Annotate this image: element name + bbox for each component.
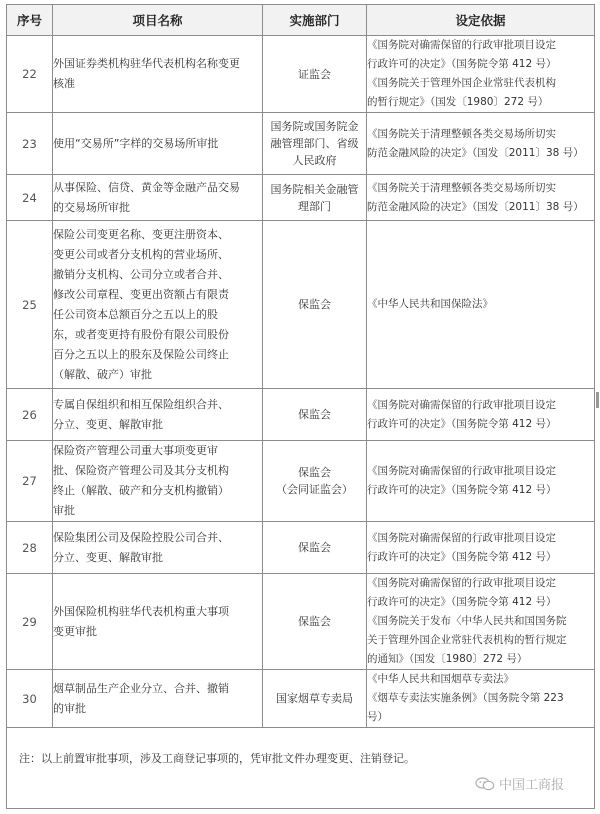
text-line: 变更审批 <box>53 624 97 638</box>
text-line: 任公司资本总额百分之五以上的股 <box>53 307 218 321</box>
text-line: 行政许可的决定》（国务院令第 412 号） <box>367 596 557 608</box>
text-line: 保监会 <box>298 298 331 311</box>
header-serial-number: 序号 <box>7 5 53 36</box>
serial-number-cell: 28 <box>7 522 53 574</box>
text-line: 外国保险机构驻华代表机构重大事项 <box>53 604 229 618</box>
text-line: 终止（解散、破产和分支机构撤销） <box>53 484 229 497</box>
legal-basis-cell <box>367 221 595 389</box>
serial-number-cell: 24 <box>7 175 53 221</box>
text-line: 保监会 <box>298 541 331 554</box>
legal-basis-cell <box>367 36 595 113</box>
text-line: 百分之五以上的股东及保险公司终止 <box>53 347 229 361</box>
text-line: 国务院或国务院金 <box>270 120 359 133</box>
text-line: 《中华人民共和国烟草专卖法》 <box>367 673 514 685</box>
text-line: 从事保险、信贷、黄金等金融产品交易 <box>53 180 240 194</box>
legal-basis-cell <box>367 389 595 441</box>
legal-basis-cell <box>367 574 595 670</box>
text-line: 《国务院对确需保留的行政审批项目设定 <box>367 39 556 51</box>
text-line: 保监会 <box>298 466 331 479</box>
legal-basis-cell <box>367 175 595 221</box>
text-line: 保险集团公司及保险控股公司合并、 <box>53 530 229 544</box>
text-line: 核准 <box>53 77 75 90</box>
legal-basis-cell <box>367 522 595 574</box>
scrollbar-mark <box>596 392 599 408</box>
department-cell <box>263 113 367 175</box>
department-cell <box>263 221 367 389</box>
text-line: （解散、破产）审批 <box>53 367 152 381</box>
text-line: 的通知》（国发〔1980〕272 号） <box>367 653 528 665</box>
text-line: 分立、变更、解散审批 <box>53 417 163 431</box>
text-line: 《中华人民共和国保险法》 <box>367 298 493 310</box>
text-line: 保险公司变更名称、变更注册资本、 <box>53 227 229 241</box>
serial-number-cell: 26 <box>7 389 53 441</box>
item-name-cell <box>53 670 263 728</box>
text-line: 国务院相关金融管 <box>270 182 359 196</box>
text-line: 的暂行规定》（国发〔1980〕272 号） <box>367 96 549 108</box>
item-name-cell <box>53 221 263 389</box>
serial-number-cell: 27 <box>7 441 53 522</box>
table-row <box>7 175 595 221</box>
header-department: 实施部门 <box>263 5 367 36</box>
header-item-name: 项目名称 <box>53 5 263 36</box>
item-name-cell <box>53 441 263 522</box>
watermark <box>475 774 564 793</box>
text-line: 《国务院对确需保留的行政审批项目设定 <box>367 531 556 544</box>
header-legal-basis: 设定依据 <box>367 5 595 36</box>
text-line: 防范金融风险的决定》（国发〔2011〕38 号） <box>367 200 584 213</box>
text-line: 理部门 <box>298 199 331 213</box>
text-line: 东，或者变更持有股份有限公司股份 <box>53 327 229 341</box>
text-line: 《国务院关于发布〈中华人民共和国国务院 <box>367 615 567 627</box>
text-line: 保监会 <box>298 615 331 628</box>
legal-basis-cell <box>367 670 595 728</box>
text-line: 保险资产管理公司重大事项变更审 <box>53 444 218 457</box>
table-row <box>7 441 595 522</box>
department-cell <box>263 574 367 670</box>
table-row <box>7 574 595 670</box>
wechat-icon <box>475 777 495 791</box>
item-name-cell <box>53 36 263 113</box>
table-row <box>7 113 595 175</box>
department-cell <box>263 670 367 728</box>
text-line: 融管理部门、省级 <box>270 137 359 150</box>
text-line: 撤销分支机构、公司分立或者合并、 <box>53 267 229 281</box>
text-line: 防范金融风险的决定》（国发〔2011〕38 号） <box>367 146 584 159</box>
note-row <box>7 728 595 809</box>
text-line: 《国务院关于清理整顿各类交易场所切实 <box>367 127 556 140</box>
text-line: 外国证券类机构驻华代表机构名称变更 <box>53 57 240 70</box>
text-line: 《国务院关于管理外国企业常驻代表机构 <box>367 77 556 89</box>
text-line: 批、保险资产管理公司及其分支机构 <box>53 464 229 477</box>
note-cell <box>7 728 595 809</box>
legal-basis-cell <box>367 113 595 175</box>
text-line: 保监会 <box>298 408 331 421</box>
table-row <box>7 389 595 441</box>
text-line: 《国务院关于清理整顿各类交易场所切实 <box>367 181 556 194</box>
text-line: 分立、变更、解散审批 <box>53 550 163 564</box>
text-line: 修改公司章程、变更出资额占有限责 <box>53 287 229 301</box>
legal-basis-cell <box>367 441 595 522</box>
text-line: （会同证监会） <box>276 483 353 496</box>
text-line: 《国务院对确需保留的行政审批项目设定 <box>367 465 556 477</box>
serial-number-cell: 25 <box>7 221 53 389</box>
department-cell <box>263 389 367 441</box>
text-line: 《国务院对确需保留的行政审批项目设定 <box>367 398 556 411</box>
text-line: 烟草制品生产企业分立、合并、撤销 <box>53 681 229 695</box>
serial-number-cell: 23 <box>7 113 53 175</box>
text-line: 证监会 <box>298 67 331 81</box>
table-header-row <box>7 5 595 36</box>
text-line: 变更公司或者分支机构的营业场所、 <box>53 247 229 261</box>
text-line: 人民政府 <box>292 154 337 167</box>
text-line: 行政许可的决定》（国务院令第 412 号） <box>367 58 557 70</box>
department-cell <box>263 441 367 522</box>
text-line: 行政许可的决定》（国务院令第 412 号） <box>367 484 557 496</box>
text-line: 的交易场所审批 <box>53 200 130 214</box>
approval-items-table <box>6 4 595 809</box>
department-cell <box>263 36 367 113</box>
serial-number-cell: 29 <box>7 574 53 670</box>
table-row <box>7 221 595 389</box>
text-line: 《国务院对确需保留的行政审批项目设定 <box>367 577 556 589</box>
text-line: 审批 <box>53 504 75 517</box>
item-name-cell <box>53 574 263 670</box>
item-name-cell <box>53 113 263 175</box>
footnote-text: 注：以上前置审批事项，涉及工商登记事项的，凭审批文件办理变更、注销登记。 <box>19 752 415 765</box>
serial-number-cell: 22 <box>7 36 53 113</box>
watermark-text: 中国工商报 <box>498 778 564 793</box>
text-line: 行政许可的决定》（国务院令第 412 号） <box>367 417 557 430</box>
text-line: 的审批 <box>53 701 86 715</box>
text-line: 《烟草专卖法实施条例》（国务院令第 223 <box>367 692 564 704</box>
table-row <box>7 36 595 113</box>
text-line: 行政许可的决定》（国务院令第 412 号） <box>367 550 557 563</box>
table-row <box>7 670 595 728</box>
item-name-cell <box>53 522 263 574</box>
text-line: 国家烟草专卖局 <box>276 692 353 705</box>
department-cell <box>263 522 367 574</box>
text-line: 专属自保组织和相互保险组织合并、 <box>53 397 229 411</box>
item-name-cell <box>53 175 263 221</box>
text-line: 号） <box>367 711 388 723</box>
text-line: 关于管理外国企业常驻代表机构的暂行规定 <box>367 634 567 646</box>
table-row <box>7 522 595 574</box>
department-cell <box>263 175 367 221</box>
text-line: 使用“交易所”字样的交易场所审批 <box>53 136 219 150</box>
serial-number-cell: 30 <box>7 670 53 728</box>
document-page <box>6 4 594 810</box>
item-name-cell <box>53 389 263 441</box>
